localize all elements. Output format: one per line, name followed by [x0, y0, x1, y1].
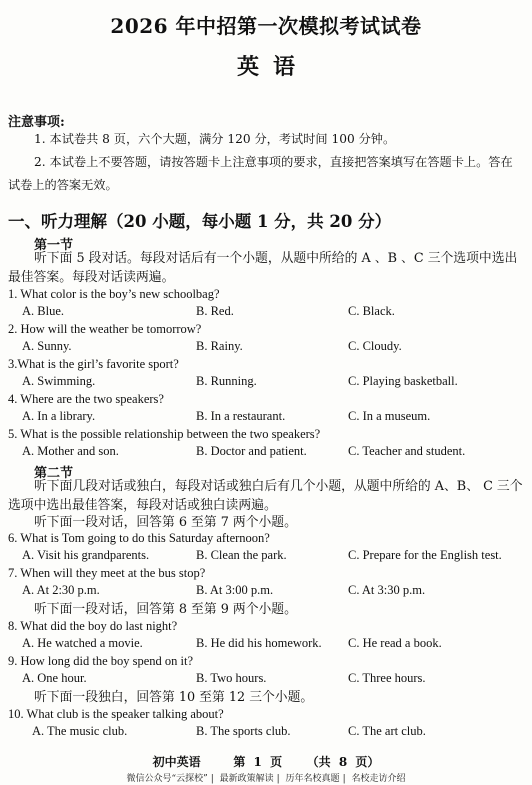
option-9a: A. One hour. [22, 671, 87, 685]
option-7b: B. At 3:00 p.m. [196, 583, 274, 597]
footer-link-1: 最新政策解读 [219, 774, 274, 784]
option-4a: A. In a library. [22, 409, 96, 423]
option-1b: B. Red. [196, 304, 234, 318]
footer-watermark: 微信公众号“云探校” | 最新政策解读 | 历年名校真题 | 名校走访介绍 [126, 774, 406, 784]
part1-label: 第一节 [34, 238, 74, 253]
question-1: 1. What color is the boy’s new schoolbag? [8, 287, 220, 301]
option-4c: C. In a museum. [348, 409, 431, 423]
option-10b: B. The sports club. [196, 724, 291, 738]
option-9c: C. Three hours. [348, 671, 426, 685]
question-10: 10. What club is the speaker talking about? [8, 707, 224, 721]
option-10a: A. The music club. [32, 724, 128, 738]
question-2: 2. How will the weather be tomorrow? [8, 322, 202, 336]
option-6b: B. Clean the park. [196, 548, 287, 562]
question-5: 5. What is the possible relationship between the two speakers? [8, 427, 321, 441]
notes-heading: 注意事项: [8, 115, 65, 130]
question-4: 4. Where are the two speakers? [8, 392, 164, 406]
footer-course: 初中英语 [152, 755, 201, 769]
option-4b: B. In a restaurant. [196, 409, 286, 423]
option-5a: A. Mother and son. [22, 444, 119, 458]
question-6: 6. What is Tom going to do this Saturday afternoon? [8, 531, 270, 545]
footer-wechat: 微信公众号“云探校” [126, 774, 208, 784]
option-8c: C. He read a book. [348, 636, 442, 650]
footer-total: （共 8 页） [306, 755, 380, 769]
part1-instruction: 听下面 5 段对话。每段对话后有一个小题，从题中所给的 A 、B 、C 三个选项中选出最佳答案。每段对话读两遍。 [8, 251, 518, 285]
subject-title: 英语 [236, 54, 309, 80]
option-7c: C. At 3:30 p.m. [348, 583, 426, 597]
option-7a: A. At 2:30 p.m. [22, 583, 100, 597]
option-10c: C. The art club. [348, 724, 426, 738]
question-8: 8. What did the boy do last night? [8, 619, 178, 633]
lead-q8-9: 听下面一段对话，回答第 8 至第 9 两个小题。 [34, 602, 297, 617]
page-footer [0, 753, 532, 770]
option-3b: B. Running. [196, 374, 257, 388]
option-6c: C. Prepare for the English test. [348, 548, 502, 562]
question-3: 3.What is the girl’s favorite sport? [8, 357, 179, 371]
option-2a: A. Sunny. [22, 339, 72, 353]
part2-instruction: 听下面几段对话或独白，每段对话或独白后有几个小题，从题中所给的 A、B、 C 三个选项中选出最佳答案，每段对话或独白读两遍。 [8, 479, 523, 513]
option-1a: A. Blue. [22, 304, 65, 318]
option-3a: A. Swimming. [22, 374, 96, 388]
note-item-1: 1. 本试卷共 8 页，六个大题，满分 120 分，考试时间 100 分钟。 [34, 132, 396, 146]
footer-link-3: 名校走访介绍 [351, 774, 406, 784]
lead-q10-12: 听下面一段独白，回答第 10 至第 12 三个小题。 [34, 690, 314, 705]
section-heading-listening: 一、听力理解（20 小题，每小题 1 分，共 20 分） [8, 212, 392, 231]
option-8a: A. He watched a movie. [22, 636, 143, 650]
footer-page: 第 1 页 [233, 755, 283, 769]
question-9: 9. How long did the boy spend on it? [8, 654, 194, 668]
option-6a: A. Visit his grandparents. [22, 548, 150, 562]
question-7: 7. When will they meet at the bus stop? [8, 566, 206, 580]
option-2b: B. Rainy. [196, 339, 243, 353]
option-8b: B. He did his homework. [196, 636, 322, 650]
option-3c: C. Playing basketball. [348, 374, 458, 388]
option-5c: C. Teacher and student. [348, 444, 466, 458]
option-5b: B. Doctor and patient. [196, 444, 307, 458]
lead-q6-7: 听下面一段对话，回答第 6 至第 7 两个小题。 [34, 515, 297, 530]
footer-link-2: 历年名校真题 [285, 774, 340, 784]
option-1c: C. Black. [348, 304, 395, 318]
note-item-2: 2. 本试卷上不要答题，请按答题卡上注意事项的要求，直接把答案填写在答题卡上。答在试卷上的答案无效。 [8, 155, 513, 192]
exam-title: 2026 年中招第一次模拟考试试卷 [110, 14, 422, 38]
part2-label: 第二节 [34, 466, 74, 481]
option-9b: B. Two hours. [196, 671, 267, 685]
option-2c: C. Cloudy. [348, 339, 402, 353]
